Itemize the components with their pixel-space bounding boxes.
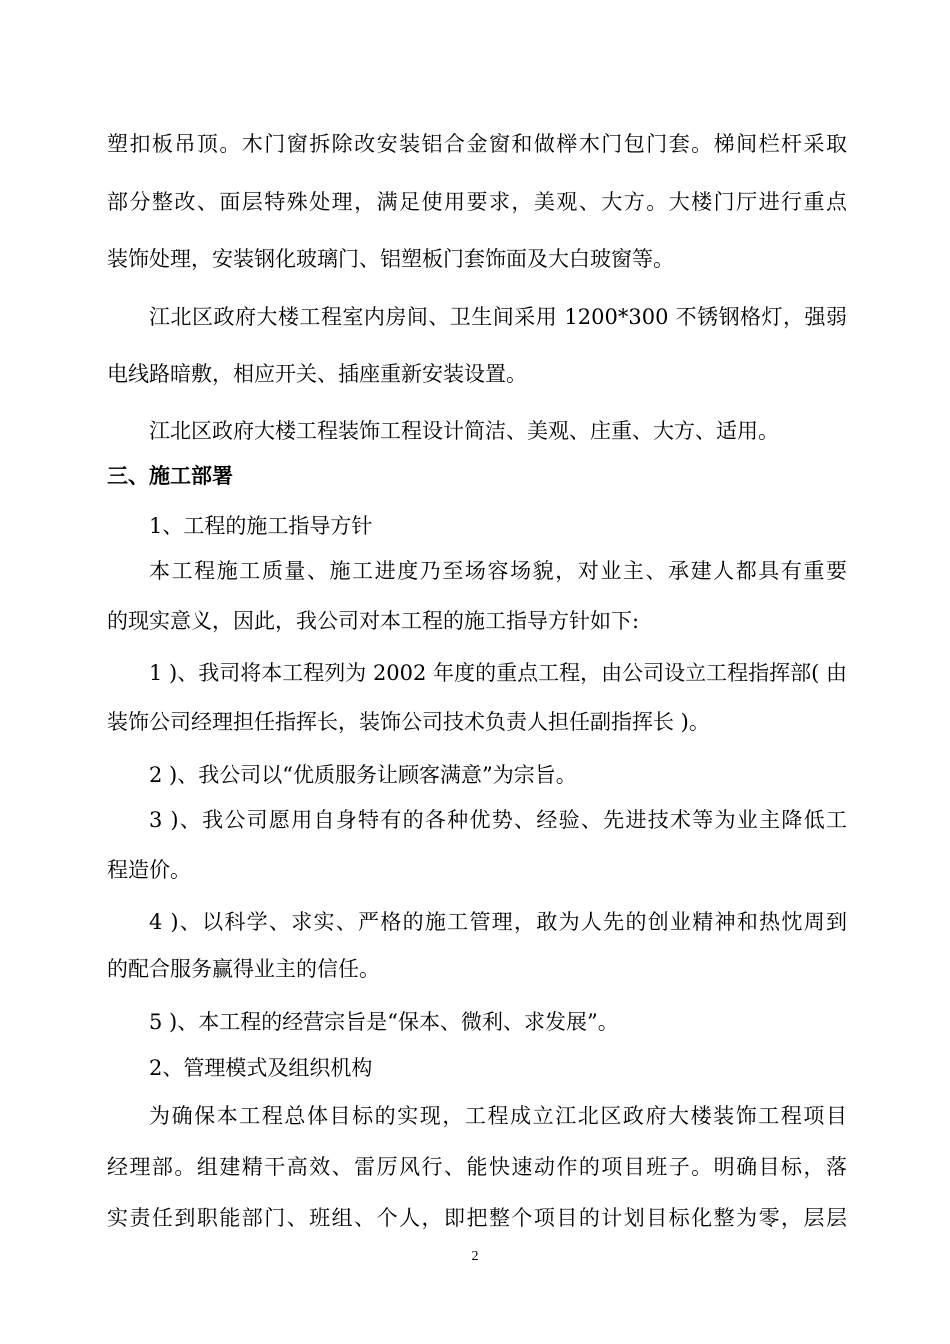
list-item: 3 )、我公司愿用自身特有的各种优势、经验、先进技术等为业主降低工: [149, 808, 847, 832]
text-line: 装饰处理，安装钢化玻璃门、铝塑板门套饰面及大白玻窗等。: [107, 247, 674, 271]
subsection-heading: 1、工程的施工指导方针: [149, 514, 373, 538]
text-line: 的配合服务赢得业主的信任。: [107, 957, 380, 981]
page-number: 2: [471, 1249, 479, 1264]
text-line: 电线路暗敷，相应开关、插座重新安装设置。: [107, 362, 527, 386]
subsection-heading: 2、管理模式及组织机构: [149, 1056, 373, 1080]
text-line: 装饰公司经理担任指挥长，装饰公司技术负责人担任副指挥长 )。: [107, 710, 710, 734]
section-heading: 三、施工部署: [107, 463, 233, 488]
text-line: 本工程施工质量、施工进度乃至场容场貌，对业主、承建人都具有重要: [149, 559, 847, 583]
list-item: 2 )、我公司以“优质服务让顾客满意”为宗旨。: [149, 763, 577, 787]
text-line: 江北区政府大楼工程装饰工程设计简洁、美观、庄重、大方、适用。: [149, 419, 779, 443]
list-item: 4 )、以科学、求实、严格的施工管理，敢为人先的创业精神和热忱周到: [149, 910, 847, 934]
text-line: 塑扣板吊顶。木门窗拆除改安装铝合金窗和做榉木门包门套。梯间栏杆采取: [107, 132, 847, 156]
text-line: 经理部。组建精干高效、雷厉风行、能快速动作的项目班子。明确目标，落: [107, 1155, 847, 1179]
text-line: 江北区政府大楼工程室内房间、卫生间采用 1200*300 不锈钢格灯，强弱: [149, 305, 847, 329]
list-item: 1 )、我司将本工程列为 2002 年度的重点工程，由公司设立工程指挥部( 由: [149, 661, 847, 685]
list-item: 5 )、本工程的经营宗旨是“保本、微利、求发展”。: [149, 1010, 619, 1034]
text-line: 为确保本工程总体目标的实现，工程成立江北区政府大楼装饰工程项目: [149, 1104, 847, 1128]
text-line: 实责任到职能部门、班组、个人，即把整个项目的计划目标化整为零，层层: [107, 1206, 847, 1230]
text-line: 的现实意义，因此，我公司对本工程的施工指导方针如下:: [107, 609, 640, 633]
text-line: 部分整改、面层特殊处理，满足使用要求，美观、大方。大楼门厅进行重点: [107, 190, 847, 214]
text-line: 程造价。: [107, 858, 191, 882]
